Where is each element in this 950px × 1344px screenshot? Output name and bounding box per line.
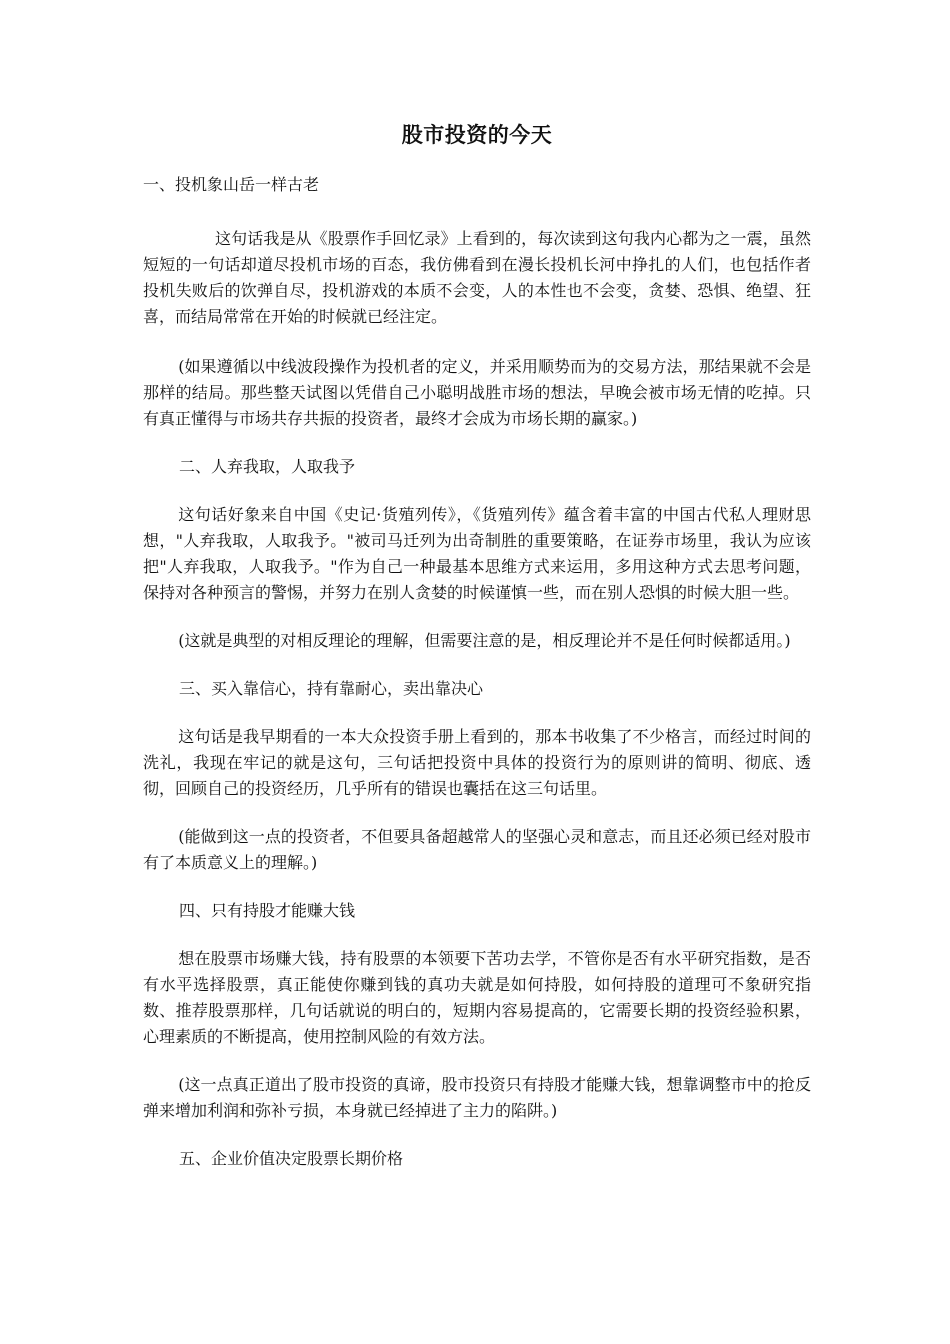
document-body xyxy=(143,118,811,1194)
section-body-3: 这句话是我早期看的一本大众投资手册上看到的，那本书收集了不少格言，而经过时间的洗礼，我现在牢记的就是这句，三句话把投资中具体的投资行为的原则讲的简明、彻底、透彻，回顾自己的投资经历，几乎所有的错误也囊括在这三句话里。 xyxy=(143,727,811,798)
section-body-2: 这句话好象来自中国《史记·货殖列传》，《货殖列传》蕴含着丰富的中国古代私人理财思想，"人弃我取，人取我予。"被司马迁列为出奇制胜的重要策略，在证券市场里，我认为应该把"人弃我取，人取我予。"作为自己一种最基本思维方式来运用，多用这种方式去思考问题，保持对各种预言的警惕，并努力在别人贪婪的时候谨慎一些，而在别人恐惧的时候大胆一些。 xyxy=(143,505,811,602)
section-note-4: (这一点真正道出了股市投资的真谛，股市投资只有持股才能赚大钱，想靠调整市中的抢反弹来增加利润和弥补亏损，本身就已经掉进了主力的陷阱。) xyxy=(143,1075,811,1120)
section-note-1: (如果遵循以中线波段操作为投机者的定义，并采用顺势而为的交易方法，那结果就不会是那样的结局。那些整天试图以凭借自己小聪明战胜市场的想法，早晚会被市场无情的吃掉。只有真正懂得与市场共存共振的投资者，最终才会成为市场长期的赢家。) xyxy=(143,357,811,428)
section-heading-1: 一、投机象山岳一样古老 xyxy=(143,175,320,194)
section-body-4: 想在股票市场赚大钱，持有股票的本领要下苦功去学，不管你是否有水平研究指数，是否有水平选择股票，真正能使你赚到钱的真功夫就是如何持股，如何持股的道理可不象研究指数、推荐股票那样，几句话就说的明白的，短期内容易提高的，它需要长期的投资经验积累，心理素质的不断提高，使用控制风险的有效方法。 xyxy=(143,949,811,1046)
section-heading-5: 五、企业价值决定股票长期价格 xyxy=(179,1149,404,1168)
section-heading-2: 二、人弃我取，人取我予 xyxy=(179,457,356,476)
section-heading-4: 四、只有持股才能赚大钱 xyxy=(179,901,356,920)
section-body-1: 这句话我是从《股票作手回忆录》上看到的，每次读到这句我内心都为之一震，虽然短短的一句话却道尽投机市场的百态，我仿佛看到在漫长投机长河中挣扎的人们，也包括作者投机失败后的饮弹自尽，投机游戏的本质不会变，人的本性也不会变，贪婪、恐惧、绝望、狂喜，而结局常常在开始的时候就已经注定。 xyxy=(143,229,811,326)
section-note-3: (能做到这一点的投资者，不但要具备超越常人的坚强心灵和意志，而且还必须已经对股市有了本质意义上的理解。) xyxy=(143,827,811,872)
section-heading-3: 三、买入靠信心，持有靠耐心，卖出靠决心 xyxy=(179,679,484,698)
section-note-2: (这就是典型的对相反理论的理解，但需要注意的是，相反理论并不是任何时候都适用。) xyxy=(178,631,791,650)
document-title: 股市投资的今天 xyxy=(401,122,553,147)
